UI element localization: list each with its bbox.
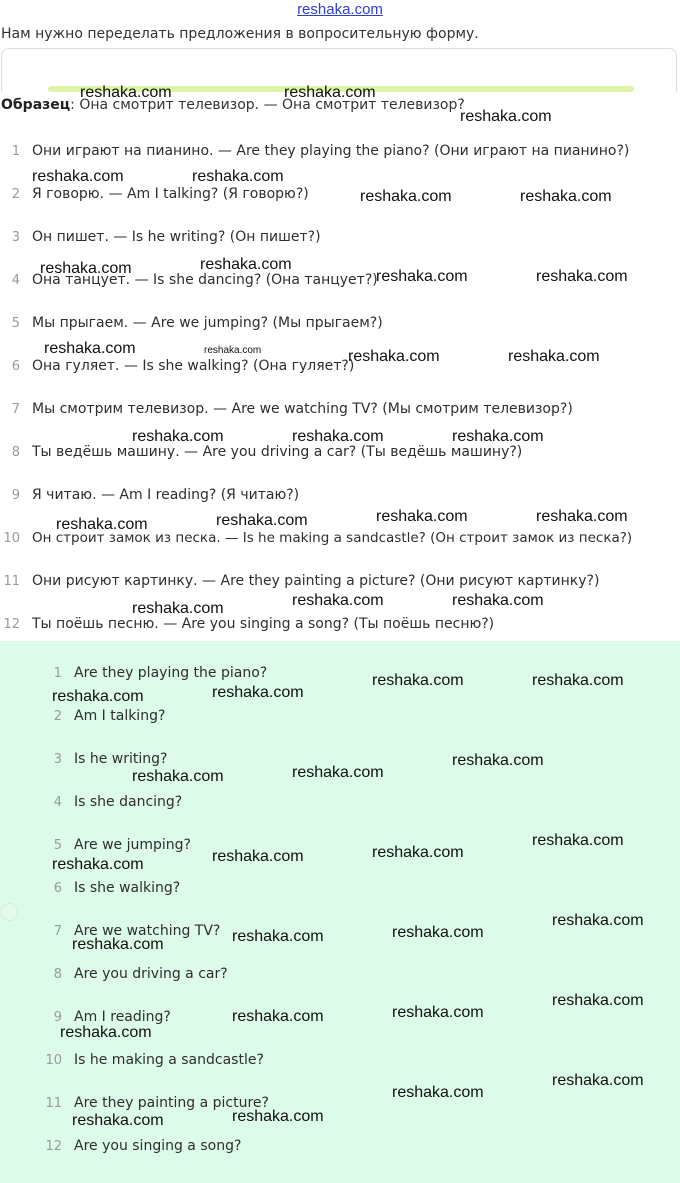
watermark: reshaka.com — [132, 600, 224, 617]
answer-number: 2 — [53, 709, 62, 724]
question-row — [0, 616, 494, 636]
answer-number: 6 — [53, 881, 62, 896]
question-row — [0, 143, 629, 163]
answer-text: Are we watching TV? — [74, 923, 221, 939]
question-row — [0, 573, 599, 593]
watermark: reshaka.com — [56, 516, 148, 533]
question-row — [0, 487, 299, 507]
question-number: 3 — [11, 230, 20, 245]
question-row — [0, 186, 309, 206]
watermark: reshaka.com — [552, 1072, 644, 1089]
question-number: 12 — [3, 617, 20, 632]
question-text: Ты поёшь песню. — Are you singing a song? (Ты поёшь песню?) — [32, 616, 495, 632]
question-text: Он пишет. — Is he writing? (Он пишет?) — [32, 229, 321, 245]
watermark: reshaka.com — [532, 832, 624, 849]
watermark: reshaka.com — [376, 508, 468, 525]
question-text: Они играют на пианино. — Are they playing the piano? (Они играют на пианино?) — [32, 143, 630, 159]
watermark: reshaka.com — [508, 348, 600, 365]
answer-text: Am I reading? — [74, 1009, 171, 1025]
watermark: reshaka.com — [452, 428, 544, 445]
answer-number: 8 — [53, 967, 62, 982]
answer-text: Are they painting a picture? — [74, 1095, 269, 1111]
watermark: reshaka.com — [452, 752, 544, 769]
answer-text: Is she walking? — [74, 880, 181, 896]
question-text: Она танцует. — Is she dancing? (Она танцует?) — [32, 272, 378, 288]
watermark: reshaka.com — [460, 108, 552, 125]
answer-row — [0, 794, 182, 814]
watermark: reshaka.com — [452, 592, 544, 609]
watermark: reshaka.com — [232, 1008, 324, 1025]
question-number: 8 — [11, 445, 20, 460]
watermark: reshaka.com — [212, 684, 304, 701]
watermark: reshaka.com — [292, 428, 384, 445]
answer-text: Is he making a sandcastle? — [74, 1052, 264, 1068]
answer-text: Is he writing? — [74, 751, 168, 767]
question-row — [0, 315, 383, 335]
watermark: reshaka.com — [80, 84, 172, 101]
watermark: reshaka.com — [348, 348, 440, 365]
answer-row — [0, 1138, 241, 1158]
question-text: Мы прыгаем. — Are we jumping? (Мы прыгаем?) — [32, 315, 383, 331]
watermark: reshaka.com — [44, 340, 136, 357]
watermark: reshaka.com — [392, 1084, 484, 1101]
watermark: reshaka.com — [532, 672, 624, 689]
watermark: reshaka.com — [212, 848, 304, 865]
question-text: Ты ведёшь машину. — Are you driving a car? (Ты ведёшь машину?) — [32, 444, 523, 460]
watermark: reshaka.com — [520, 188, 612, 205]
question-text: Он строит замок из песка. — Is he making a sandcastle? (Он строит замок из песка?) — [32, 530, 633, 546]
watermark: reshaka.com — [132, 768, 224, 785]
watermark: reshaka.com — [284, 84, 376, 101]
question-text: Мы смотрим телевизор. — Are we watching TV? (Мы смотрим телевизор?) — [32, 401, 573, 417]
question-number: 9 — [11, 488, 20, 503]
question-number: 7 — [11, 402, 20, 417]
question-number: 4 — [11, 273, 20, 288]
question-row — [0, 401, 573, 421]
question-number: 11 — [3, 574, 20, 589]
watermark: reshaka.com — [32, 168, 124, 185]
question-text: Я читаю. — Am I reading? (Я читаю?) — [32, 487, 300, 503]
watermark: reshaka.com — [372, 672, 464, 689]
watermark: reshaka.com — [292, 592, 384, 609]
question-number: 2 — [11, 187, 20, 202]
answer-text: Am I talking? — [74, 708, 166, 724]
answer-text: Is she dancing? — [74, 794, 183, 810]
answer-number: 7 — [53, 924, 62, 939]
watermark: reshaka.com — [392, 1004, 484, 1021]
watermark: reshaka.com — [72, 936, 164, 953]
question-number: 6 — [11, 359, 20, 374]
watermark: reshaka.com — [192, 168, 284, 185]
question-text: Я говорю. — Am I talking? (Я говорю?) — [32, 186, 309, 202]
answer-text: Are they playing the piano? — [74, 665, 268, 681]
answer-number: 4 — [53, 795, 62, 810]
question-number: 1 — [11, 144, 20, 159]
watermark: reshaka.com — [200, 256, 292, 273]
watermark: reshaka.com — [232, 1108, 324, 1125]
answer-number: 1 — [53, 666, 62, 681]
watermark: reshaka.com — [360, 188, 452, 205]
question-row — [0, 444, 522, 464]
answer-text: Are you driving a car? — [74, 966, 228, 982]
watermark: reshaka.com — [52, 688, 144, 705]
watermark: reshaka.com — [552, 992, 644, 1009]
watermark: reshaka.com — [292, 764, 384, 781]
answer-row — [0, 1052, 264, 1072]
question-text: Она гуляет. — Is she walking? (Она гуляет?) — [32, 358, 355, 374]
answer-number: 5 — [53, 838, 62, 853]
answer-number: 3 — [53, 752, 62, 767]
question-number: 5 — [11, 316, 20, 331]
watermark: reshaka.com — [376, 268, 468, 285]
watermark: reshaka.com — [60, 1024, 152, 1041]
watermark: reshaka.com — [392, 924, 484, 941]
watermark: reshaka.com — [52, 856, 144, 873]
answer-row — [0, 837, 191, 857]
answer-number: 9 — [53, 1010, 62, 1025]
answer-number: 11 — [45, 1096, 62, 1111]
answer-row — [0, 966, 228, 986]
watermark: reshaka.com — [132, 428, 224, 445]
watermark: reshaka.com — [232, 928, 324, 945]
sample-text: : Она смотрит телевизор. — Она смотрит телевизор? — [70, 97, 465, 113]
answer-number: 10 — [45, 1053, 62, 1068]
watermark: reshaka.com — [536, 508, 628, 525]
question-row — [0, 229, 321, 249]
question-row — [0, 358, 354, 378]
task-instruction: Нам нужно переделать предложения в вопросительную форму. — [1, 26, 479, 42]
question-number: 10 — [3, 531, 20, 546]
answer-text: Are you singing a song? — [74, 1138, 242, 1154]
watermark: reshaka.com — [72, 1112, 164, 1129]
watermark: reshaka.com — [216, 512, 308, 529]
answer-text: Are we jumping? — [74, 837, 191, 853]
watermark: reshaka.com — [40, 260, 132, 277]
sample-line — [1, 97, 465, 113]
answer-row — [0, 880, 180, 900]
sample-label: Образец — [1, 97, 71, 113]
answer-row — [0, 665, 267, 685]
play-icon[interactable] — [0, 903, 18, 921]
watermark: reshaka.com — [552, 912, 644, 929]
site-header-link[interactable]: reshaka.com — [297, 1, 383, 18]
watermark: reshaka.com — [536, 268, 628, 285]
watermark: reshaka.com — [372, 844, 464, 861]
answer-row — [0, 708, 165, 728]
watermark: reshaka.com — [204, 345, 262, 356]
question-text: Они рисуют картинку. — Are they painting a picture? (Они рисуют картинку?) — [32, 573, 600, 589]
answer-number: 12 — [45, 1139, 62, 1154]
